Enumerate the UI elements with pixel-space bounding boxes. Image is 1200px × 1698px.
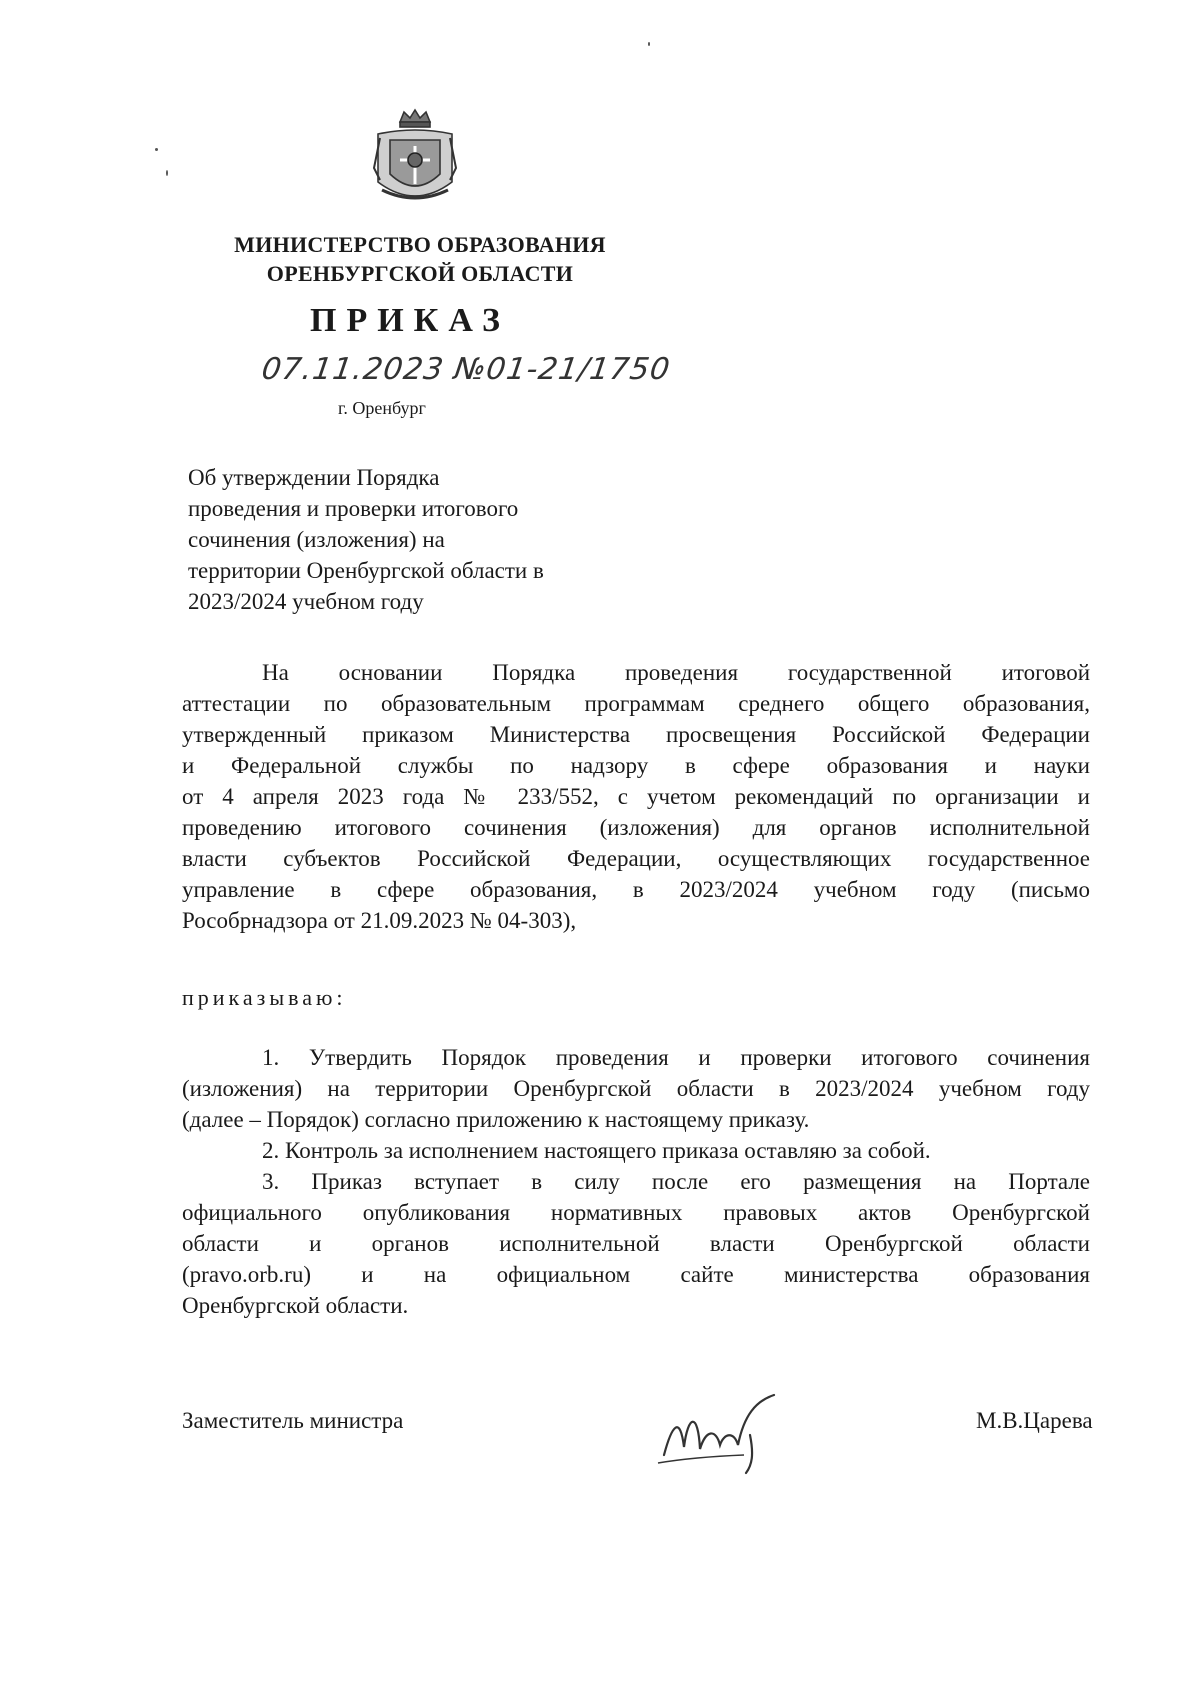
preamble-line: аттестации по образовательным программам среднего общего образования,: [182, 691, 1090, 716]
subject-line: 2023/2024 учебном году: [188, 589, 424, 614]
preamble-line: управление в сфере образования, в 2023/2024 учебном году (письмо: [182, 877, 1090, 902]
signatory-name: М.В.Царева: [976, 1408, 1093, 1433]
signatory-role: Заместитель министра: [182, 1408, 404, 1433]
subject-line: территории Оренбургской области в: [188, 558, 544, 583]
preamble-line: от 4 апреля 2023 года № 233/552, с учетом рекомендаций по организации и: [182, 784, 1090, 809]
item-line: (далее – Порядок) согласно приложению к настоящему приказу.: [182, 1107, 810, 1132]
preamble-line: утвержденный приказом Министерства просвещения Российской Федерации: [182, 722, 1090, 747]
item-line: 1. Утвердить Порядок проведения и проверки итогового сочинения: [262, 1045, 1090, 1070]
item-line: 3. Приказ вступает в силу после его размещения на Портале: [262, 1169, 1090, 1194]
document-type-title: ПРИКАЗ: [310, 302, 510, 339]
scan-speck: [166, 170, 168, 176]
preamble-line: проведению итогового сочинения (изложения) для органов исполнительной: [182, 815, 1090, 840]
handwritten-signature: [654, 1385, 814, 1475]
preamble-line: Рособрнадзора от 21.09.2023 № 04-303),: [182, 908, 577, 933]
ministry-name-line2: ОРЕНБУРГСКОЙ ОБЛАСТИ: [266, 261, 574, 286]
preamble-line: и Федеральной службы по надзору в сфере образования и науки: [182, 753, 1090, 778]
preamble-line: На основании Порядка проведения государственной итоговой: [262, 660, 1090, 685]
item-line: официального опубликования нормативных правовых актов Оренбургской: [182, 1200, 1090, 1225]
subject-line: сочинения (изложения) на: [188, 527, 445, 552]
preamble-paragraph: [182, 657, 1090, 936]
item-line: (изложения) на территории Оренбургской области в 2023/2024 учебном году: [182, 1076, 1090, 1101]
item-line: 2. Контроль за исполнением настоящего приказа оставляю за собой.: [262, 1138, 931, 1163]
ministry-name-line1: МИНИСТЕРСТВО ОБРАЗОВАНИЯ: [234, 232, 606, 257]
subject-line: проведения и проверки итогового: [188, 496, 519, 521]
order-subject: [188, 462, 648, 617]
order-items: [182, 1042, 1090, 1321]
subject-line: Об утверждении Порядка: [188, 465, 440, 490]
item-line: Оренбургской области.: [182, 1293, 409, 1318]
item-line: (pravo.orb.ru) и на официальном сайте министерства образования: [182, 1262, 1090, 1287]
ministry-header: [200, 230, 640, 288]
order-directive-word: приказываю:: [182, 985, 347, 1010]
handwritten-date-number: 07.11.2023 №01-21/1750: [259, 352, 673, 387]
city-label: г. Оренбург: [338, 398, 426, 418]
item-line: области и органов исполнительной власти Оренбургской области: [182, 1231, 1090, 1256]
preamble-line: власти субъектов Российской Федерации, осуществляющих государственное: [182, 846, 1090, 871]
scan-speck: [155, 148, 158, 151]
scan-speck: [648, 42, 650, 46]
coat-of-arms-icon: [370, 108, 460, 212]
